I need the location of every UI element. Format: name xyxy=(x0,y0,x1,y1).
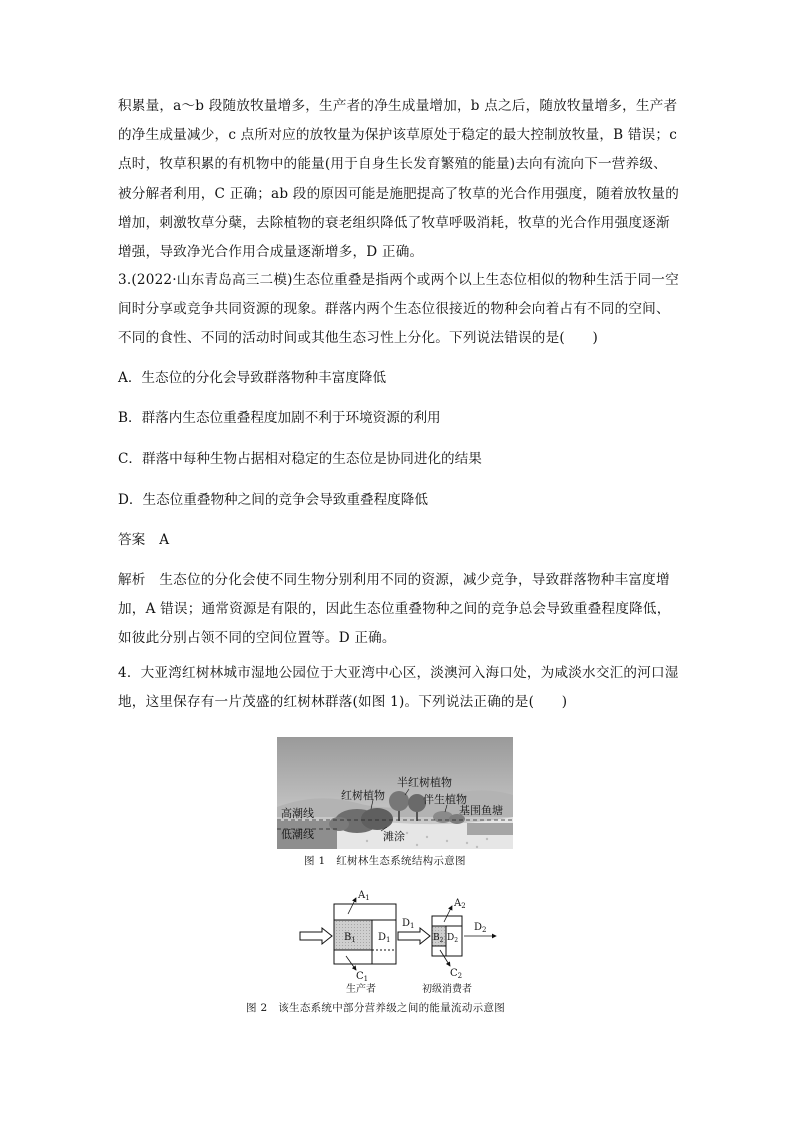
text-line: 被分解者利用，C 正确；ab 段的原因可能是施肥提高了牧草的光合作用强度，随着放牧量的 xyxy=(118,185,680,202)
option-d: D．生态位重叠物种之间的竞争会导致重叠程度降低 xyxy=(118,492,428,508)
mangrove-bush xyxy=(329,817,349,831)
analysis-paragraph xyxy=(118,566,680,654)
text-line: 4．大亚湾红树林城市湿地公园位于大亚湾中心区，淡澳河入海口处，为咸淡水交汇的河口湿 xyxy=(118,665,679,681)
text-line: 点时，牧草积累的有机物中的能量(用于自身生长发育繁殖的能量)去向有流向下一营养级、 xyxy=(118,156,667,173)
energy-flow-diagram xyxy=(290,890,510,1000)
answer-line xyxy=(118,530,169,550)
text-line: 地，这里保存有一片茂盛的红树林群落(如图 1)。下列说法正确的是( ) xyxy=(118,694,568,711)
label-d1-flow: $D_1$ xyxy=(402,918,415,930)
label-companion: 伴生植物 xyxy=(423,793,467,806)
label-a1: $A_1$ xyxy=(358,890,370,902)
question-4-stem xyxy=(118,659,680,717)
answer-value: A xyxy=(159,532,170,548)
label-c2: $C_2$ xyxy=(450,968,463,980)
figure-2-caption: 图 2 该生态系统中部分营养级之间的能量流动示意图 xyxy=(246,1002,506,1014)
text-line: 加，A 错误；通常资源是有限的，因此生态位重叠物种之间的竞争总会导致重叠程度降低， xyxy=(118,601,671,618)
text-line: 增加，刺激牧草分蘖，去除植物的衰老组织降低了牧草呼吸消耗，牧草的光合作用强度逐渐 xyxy=(118,214,670,231)
text-line: 的净生成量减少，c 点所对应的放牧量为保护该草原处于稳定的最大控制放牧量，B 错误；c xyxy=(118,127,678,144)
question-3-stem xyxy=(118,266,680,354)
text-line: 增强，导致净光合作用合成量逐渐增多，D 正确。 xyxy=(118,244,424,261)
text-line: 3.(2022·山东青岛高三二模)生态位重叠是指两个或两个以上生态位相似的物种生活于同一空 xyxy=(118,272,679,288)
figure-1-caption: 图 1 红树林生态系统结构示意图 xyxy=(304,855,466,867)
label-b1: $B_1$ xyxy=(344,932,356,944)
text-line: 如彼此分别占领不同的空间位置等。D 正确。 xyxy=(118,630,396,647)
text-line: 不同的食性、不同的活动时间或其他生态习性上分化。下列说法错误的是( ) xyxy=(118,330,598,347)
mangrove-scene xyxy=(277,737,513,849)
label-low-tide: 低潮线 xyxy=(281,828,314,841)
label-fish-pond: 基围鱼塘 xyxy=(459,804,503,817)
label-d1-inner: $D_1$ xyxy=(378,932,391,944)
label-producer: 生产者 xyxy=(346,984,376,995)
option-a: A．生态位的分化会导致群落物种丰富度降低 xyxy=(118,370,387,386)
producer-b-region xyxy=(334,920,372,950)
label-high-tide: 高潮线 xyxy=(281,807,314,820)
label-b2: $B_2$ xyxy=(433,933,444,944)
analysis-paragraph-continued xyxy=(118,92,680,267)
label-mudflat: 滩涂 xyxy=(383,830,405,843)
text-line: 积累量，a～b 段随放牧量增多，生产者的净生成量增加，b 点之后，随放牧量增多，生产者 xyxy=(118,98,678,114)
option-b: B．群落内生态位重叠程度加剧不利于环境资源的利用 xyxy=(118,410,441,426)
text-line: 解析 生态位的分化会使不同生物分别利用不同的资源，减少竞争，导致群落物种丰富度增 xyxy=(118,572,670,588)
option-c: C．群落中每种生物占据相对稳定的生态位是协同进化的结果 xyxy=(118,451,482,467)
label-d2-out: $D_2$ xyxy=(474,922,487,934)
label-d2-inner: $D_2$ xyxy=(447,933,459,944)
energy-input-arrow xyxy=(300,928,332,944)
label-mangrove: 红树植物 xyxy=(341,789,385,802)
mangrove-bush xyxy=(361,808,393,830)
label-semi-mangrove: 半红树植物 xyxy=(397,776,452,789)
d1-flow-arrow xyxy=(398,928,430,944)
label-c1: $C_1$ xyxy=(356,971,369,983)
figure-2-energy-flow xyxy=(290,890,510,1000)
fish-pond xyxy=(467,823,513,835)
answer-label: 答案 xyxy=(118,532,146,548)
figure-1-mangrove-illustration xyxy=(277,737,513,849)
label-a2: $A_2$ xyxy=(454,898,466,910)
label-consumer: 初级消费者 xyxy=(422,984,472,995)
text-line: 间时分享或竞争共同资源的现象。群落内两个生态位很接近的物种会向着占有不同的空间、 xyxy=(118,301,670,318)
